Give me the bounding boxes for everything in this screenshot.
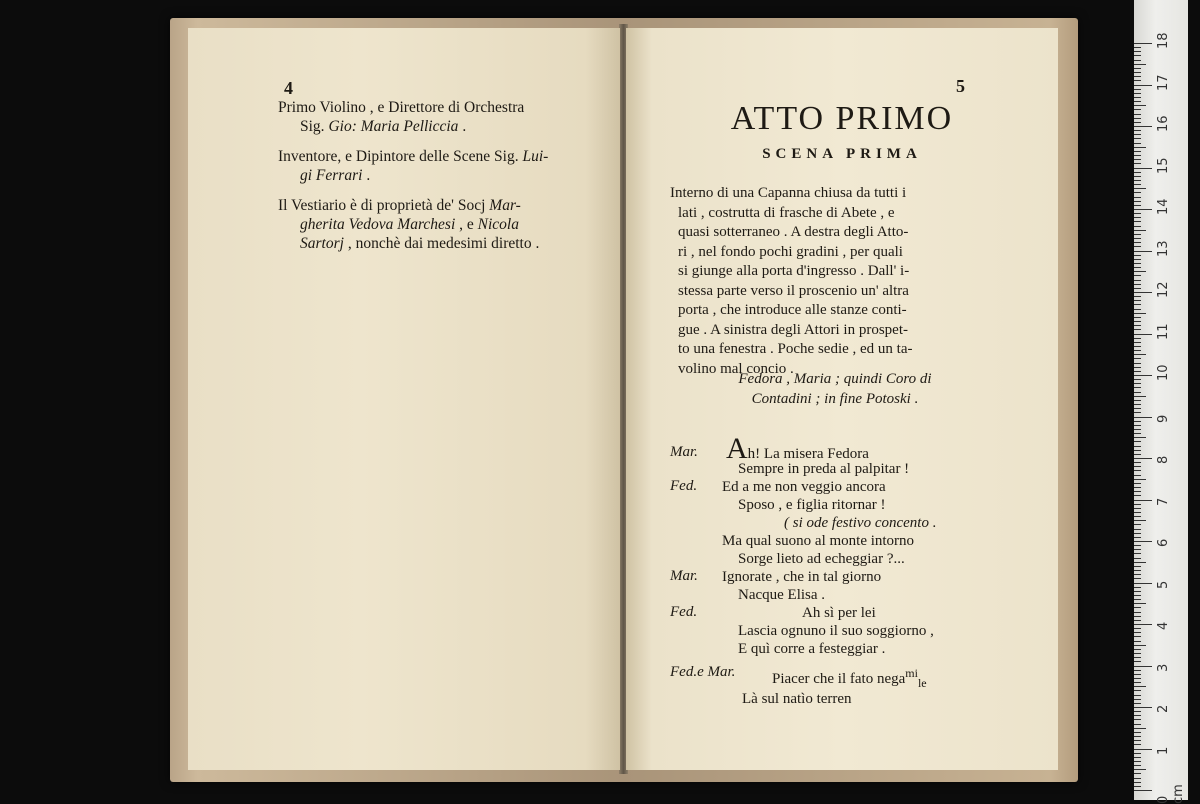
ruler-minor-tick: [1134, 736, 1141, 737]
ruler-label: 5: [1156, 580, 1171, 589]
speaker-label: Mar.: [670, 444, 698, 460]
ruler-minor-tick: [1134, 728, 1146, 729]
ruler-minor-tick: [1134, 201, 1141, 202]
dialogue-line: Ma qual suono al monte intorno: [722, 533, 915, 549]
ruler-minor-tick: [1134, 504, 1141, 505]
ruler-minor-tick: [1134, 719, 1141, 720]
ruler-label: 7: [1156, 497, 1171, 506]
ruler-label: 17: [1156, 73, 1171, 91]
speaker-label: Fed.e Mar.: [670, 664, 736, 680]
ruler-minor-tick: [1134, 267, 1141, 268]
ruler-major-tick: [1134, 624, 1152, 625]
ruler-minor-tick: [1134, 674, 1141, 675]
speaker-label: Fed.: [670, 604, 698, 620]
ruler-major-tick: [1134, 126, 1152, 127]
ruler-minor-tick: [1134, 47, 1141, 48]
ruler-minor-tick: [1134, 545, 1141, 546]
ruler-minor-tick: [1134, 757, 1141, 758]
ruler-minor-tick: [1134, 782, 1141, 783]
ruler-major-tick: [1134, 292, 1152, 293]
ruler-minor-tick: [1134, 466, 1141, 467]
ruler-minor-tick: [1134, 740, 1141, 741]
ruler-minor-tick: [1134, 358, 1141, 359]
dialogue-line: Lascia ognuno il suo soggiorno ,: [738, 623, 934, 639]
ruler-minor-tick: [1134, 205, 1141, 206]
ruler-major-tick: [1134, 790, 1152, 791]
left-page-text: [278, 98, 608, 264]
ruler-minor-tick: [1134, 192, 1141, 193]
ruler-minor-tick: [1134, 72, 1141, 73]
ruler-minor-tick: [1134, 512, 1141, 513]
ruler-minor-tick: [1134, 632, 1141, 633]
ruler-minor-tick: [1134, 645, 1146, 646]
ruler-major-tick: [1134, 209, 1152, 210]
ruler-minor-tick: [1134, 670, 1141, 671]
ruler-minor-tick: [1134, 524, 1141, 525]
ruler-minor-tick: [1134, 425, 1141, 426]
ruler-label: 4: [1156, 621, 1171, 630]
ruler-minor-tick: [1134, 89, 1141, 90]
dialogue-line: Là sul natìo terren: [742, 691, 852, 707]
ruler-minor-tick: [1134, 321, 1141, 322]
ruler-minor-tick: [1134, 342, 1141, 343]
measuring-ruler: [1134, 0, 1188, 804]
ruler-minor-tick: [1134, 367, 1141, 368]
ruler-minor-tick: [1134, 97, 1141, 98]
ruler-major-tick: [1134, 541, 1152, 542]
ruler-label: 16: [1156, 115, 1171, 132]
speaker-label: Mar.: [670, 568, 698, 584]
right-page: [626, 28, 1058, 770]
ruler-minor-tick: [1134, 421, 1141, 422]
ruler-minor-tick: [1134, 470, 1141, 471]
ruler-label: 0 cm: [1156, 784, 1186, 804]
ruler-minor-tick: [1134, 275, 1141, 276]
ruler-major-tick: [1134, 666, 1152, 667]
act-title: ATTO PRIMO: [730, 100, 954, 137]
credit-vestiario: Il Vestiario è di proprietà de' Socj Mar- gherita Vedova Marchesi , e Nicola Sartorj , nonchè dai medesimi diretto .: [278, 197, 540, 252]
ruler-minor-tick: [1134, 346, 1141, 347]
ruler-minor-tick: [1134, 392, 1141, 393]
drop-cap: A: [726, 432, 748, 465]
ruler-major-tick: [1134, 43, 1152, 44]
ruler-minor-tick: [1134, 587, 1141, 588]
ruler-minor-tick: [1134, 317, 1141, 318]
ruler-minor-tick: [1134, 533, 1141, 534]
ruler-major-tick: [1134, 251, 1152, 252]
ruler-minor-tick: [1134, 271, 1146, 272]
ruler-minor-tick: [1134, 682, 1141, 683]
ruler-minor-tick: [1134, 520, 1146, 521]
ruler-minor-tick: [1134, 599, 1141, 600]
dialogue-line: Sempre in preda al palpitar !: [738, 461, 910, 477]
ruler-major-tick: [1134, 707, 1152, 708]
ruler-minor-tick: [1134, 408, 1141, 409]
ruler-minor-tick: [1134, 221, 1141, 222]
ruler-label: 18: [1156, 32, 1171, 49]
ruler-minor-tick: [1134, 64, 1146, 65]
ruler-minor-tick: [1134, 118, 1141, 119]
ruler-minor-tick: [1134, 491, 1141, 492]
ruler-minor-tick: [1134, 259, 1141, 260]
ruler-major-tick: [1134, 583, 1152, 584]
ruler-minor-tick: [1134, 383, 1141, 384]
ruler-minor-tick: [1134, 400, 1141, 401]
ruler-label: 15: [1156, 156, 1171, 174]
ruler-minor-tick: [1134, 226, 1141, 227]
ruler-minor-tick: [1134, 773, 1141, 774]
ruler-minor-tick: [1134, 51, 1141, 52]
dialogue-line: Ignorate , che in tal giorno: [722, 569, 882, 585]
ruler-minor-tick: [1134, 761, 1141, 762]
ruler-minor-tick: [1134, 454, 1141, 455]
ruler-minor-tick: [1134, 612, 1141, 613]
ruler-label: 13: [1156, 239, 1171, 257]
ruler-minor-tick: [1134, 487, 1141, 488]
ruler-minor-tick: [1134, 68, 1141, 69]
ruler-label: 6: [1156, 538, 1171, 547]
dialogue-line: Ed a me non veggio ancora: [722, 479, 886, 495]
ruler-minor-tick: [1134, 744, 1141, 745]
ruler-minor-tick: [1134, 786, 1141, 787]
dialogue-line: Ah! La misera Fedora: [726, 432, 869, 465]
credit-violino: Primo Violino , e Direttore di Orchestra Sig. Gio: Maria Pelliccia .: [278, 99, 525, 135]
ruler-minor-tick: [1134, 114, 1141, 115]
ruler-minor-tick: [1134, 246, 1141, 247]
ruler-minor-tick: [1134, 396, 1146, 397]
dialogue-line: Ah sì per lei: [802, 605, 876, 621]
ruler-minor-tick: [1134, 703, 1141, 704]
ruler-minor-tick: [1134, 641, 1141, 642]
ruler-label: 11: [1156, 322, 1171, 340]
ruler-minor-tick: [1134, 371, 1141, 372]
ruler-minor-tick: [1134, 242, 1141, 243]
ruler-minor-tick: [1134, 537, 1141, 538]
dialogue-line: E quì corre a festeggiar .: [738, 641, 886, 657]
ruler-label: 8: [1156, 455, 1171, 464]
ruler-major-tick: [1134, 458, 1152, 459]
ruler-minor-tick: [1134, 159, 1141, 160]
ruler-major-tick: [1134, 85, 1152, 86]
ruler-minor-tick: [1134, 628, 1141, 629]
ruler-minor-tick: [1134, 188, 1146, 189]
ruler-minor-tick: [1134, 686, 1146, 687]
ruler-minor-tick: [1134, 379, 1141, 380]
stage-direction: ( si ode festivo concento .: [784, 515, 937, 531]
ruler-minor-tick: [1134, 412, 1141, 413]
ruler-minor-tick: [1134, 753, 1141, 754]
ruler-minor-tick: [1134, 93, 1141, 94]
ruler-minor-tick: [1134, 446, 1141, 447]
ruler-minor-tick: [1134, 462, 1141, 463]
dialogue-line: Sposo , e figlia ritornar !: [738, 497, 886, 513]
ruler-minor-tick: [1134, 603, 1146, 604]
ruler-minor-tick: [1134, 549, 1141, 550]
credit-scene: Inventore, e Dipintore delle Scene Sig. Lui- gi Ferrari .: [278, 148, 549, 184]
ruler-major-tick: [1134, 375, 1152, 376]
ruler-minor-tick: [1134, 591, 1141, 592]
scene-description: Interno di una Capanna chiusa da tutti i lati , costrutta di frasche di Abete , e quasi sotterraneo . A destra degli Atto- ri , nel fondo pochi gradini , per quali si giunge alla porta d'ingresso . Dall' i- stessa parte verso il proscenio un' altra porta , che introduce alle stanze conti- gue . A sinistra degli Attori in prospet- to una fenestra . Poche sedie , ed un ta- volino mal concio .: [670, 185, 913, 377]
ruler-minor-tick: [1134, 433, 1141, 434]
ruler-label: 2: [1156, 704, 1171, 713]
ruler-minor-tick: [1134, 109, 1141, 110]
ruler-minor-tick: [1134, 60, 1141, 61]
ruler-minor-tick: [1134, 80, 1141, 81]
ruler-minor-tick: [1134, 778, 1141, 779]
ruler-major-tick: [1134, 500, 1152, 501]
ruler-major-tick: [1134, 749, 1152, 750]
ruler-minor-tick: [1134, 516, 1141, 517]
ruler-minor-tick: [1134, 234, 1141, 235]
ruler-minor-tick: [1134, 483, 1141, 484]
ruler-minor-tick: [1134, 690, 1141, 691]
ruler-minor-tick: [1134, 441, 1141, 442]
ruler-label: 1: [1156, 746, 1171, 755]
ruler-minor-tick: [1134, 578, 1141, 579]
ruler-minor-tick: [1134, 55, 1141, 56]
ruler-minor-tick: [1134, 508, 1141, 509]
ruler-minor-tick: [1134, 636, 1141, 637]
ruler-minor-tick: [1134, 699, 1141, 700]
ruler-minor-tick: [1134, 284, 1141, 285]
ruler-label: 9: [1156, 414, 1171, 423]
left-page: [188, 28, 620, 770]
ruler-minor-tick: [1134, 163, 1141, 164]
ruler-minor-tick: [1134, 138, 1141, 139]
ruler-minor-tick: [1134, 363, 1141, 364]
speaker-label: Fed.: [670, 478, 698, 494]
character-list: Fedora , Maria ; quindi Coro di Contadini ; in fine Potoski .: [738, 371, 932, 407]
ruler-minor-tick: [1134, 172, 1141, 173]
ruler-minor-tick: [1134, 354, 1146, 355]
ruler-minor-tick: [1134, 574, 1141, 575]
ruler-minor-tick: [1134, 678, 1141, 679]
ruler-minor-tick: [1134, 130, 1141, 131]
ruler-minor-tick: [1134, 595, 1141, 596]
ruler-minor-tick: [1134, 105, 1146, 106]
ruler-minor-tick: [1134, 553, 1141, 554]
ruler-minor-tick: [1134, 566, 1141, 567]
dialogue-line: Nacque Elisa .: [738, 587, 826, 603]
ruler-minor-tick: [1134, 607, 1141, 608]
ruler-minor-tick: [1134, 387, 1141, 388]
ruler-major-tick: [1134, 334, 1152, 335]
ruler-minor-tick: [1134, 263, 1141, 264]
ruler-minor-tick: [1134, 288, 1141, 289]
ruler-minor-tick: [1134, 147, 1146, 148]
ruler-minor-tick: [1134, 562, 1146, 563]
ruler-label: 3: [1156, 663, 1171, 672]
ruler-minor-tick: [1134, 238, 1141, 239]
ruler-minor-tick: [1134, 325, 1141, 326]
ruler-minor-tick: [1134, 350, 1141, 351]
ruler-label: 12: [1156, 281, 1171, 298]
ruler-minor-tick: [1134, 217, 1141, 218]
ruler-minor-tick: [1134, 151, 1141, 152]
ruler-minor-tick: [1134, 450, 1141, 451]
ruler-major-tick: [1134, 168, 1152, 169]
ruler-minor-tick: [1134, 616, 1141, 617]
ruler-minor-tick: [1134, 213, 1141, 214]
ruler-minor-tick: [1134, 197, 1141, 198]
ruler-minor-tick: [1134, 620, 1141, 621]
ruler-minor-tick: [1134, 101, 1141, 102]
ruler-minor-tick: [1134, 661, 1141, 662]
dialogue-line: Sorge lieto ad echeggiar ?...: [738, 551, 905, 567]
ruler-minor-tick: [1134, 695, 1141, 696]
ruler-minor-tick: [1134, 309, 1141, 310]
ruler-minor-tick: [1134, 143, 1141, 144]
ruler-minor-tick: [1134, 338, 1141, 339]
ruler-label: 14: [1156, 198, 1171, 215]
ruler-minor-tick: [1134, 184, 1141, 185]
ruler-minor-tick: [1134, 657, 1141, 658]
left-page-number: 4: [284, 78, 293, 98]
ruler-minor-tick: [1134, 724, 1141, 725]
ruler-minor-tick: [1134, 529, 1141, 530]
dialogue-line: Piacer che il fato nega$^{mi}_{le}$: [772, 666, 927, 690]
scene-title: SCENA PRIMA: [762, 146, 922, 162]
ruler-minor-tick: [1134, 300, 1141, 301]
ruler-minor-tick: [1134, 769, 1146, 770]
ruler-label: 10: [1156, 364, 1171, 381]
ruler-minor-tick: [1134, 280, 1141, 281]
ruler-minor-tick: [1134, 304, 1141, 305]
ruler-minor-tick: [1134, 296, 1141, 297]
ruler-minor-tick: [1134, 404, 1141, 405]
ruler-minor-tick: [1134, 255, 1141, 256]
ruler-minor-tick: [1134, 122, 1141, 123]
ruler-minor-tick: [1134, 230, 1146, 231]
ruler-minor-tick: [1134, 711, 1141, 712]
ruler-minor-tick: [1134, 558, 1141, 559]
ruler-minor-tick: [1134, 570, 1141, 571]
ruler-minor-tick: [1134, 715, 1141, 716]
ruler-minor-tick: [1134, 732, 1141, 733]
ruler-minor-tick: [1134, 176, 1141, 177]
ruler-minor-tick: [1134, 313, 1146, 314]
ruler-minor-tick: [1134, 180, 1141, 181]
ruler-major-tick: [1134, 417, 1152, 418]
ruler-minor-tick: [1134, 649, 1141, 650]
ruler-minor-tick: [1134, 495, 1141, 496]
ruler-minor-tick: [1134, 765, 1141, 766]
ruler-minor-tick: [1134, 479, 1146, 480]
ruler-minor-tick: [1134, 475, 1141, 476]
ruler-minor-tick: [1134, 437, 1146, 438]
ruler-minor-tick: [1134, 155, 1141, 156]
ruler-minor-tick: [1134, 329, 1141, 330]
ruler-minor-tick: [1134, 653, 1141, 654]
ruler-minor-tick: [1134, 429, 1141, 430]
ruler-minor-tick: [1134, 76, 1141, 77]
right-page-number: 5: [956, 76, 965, 96]
ruler-minor-tick: [1134, 134, 1141, 135]
